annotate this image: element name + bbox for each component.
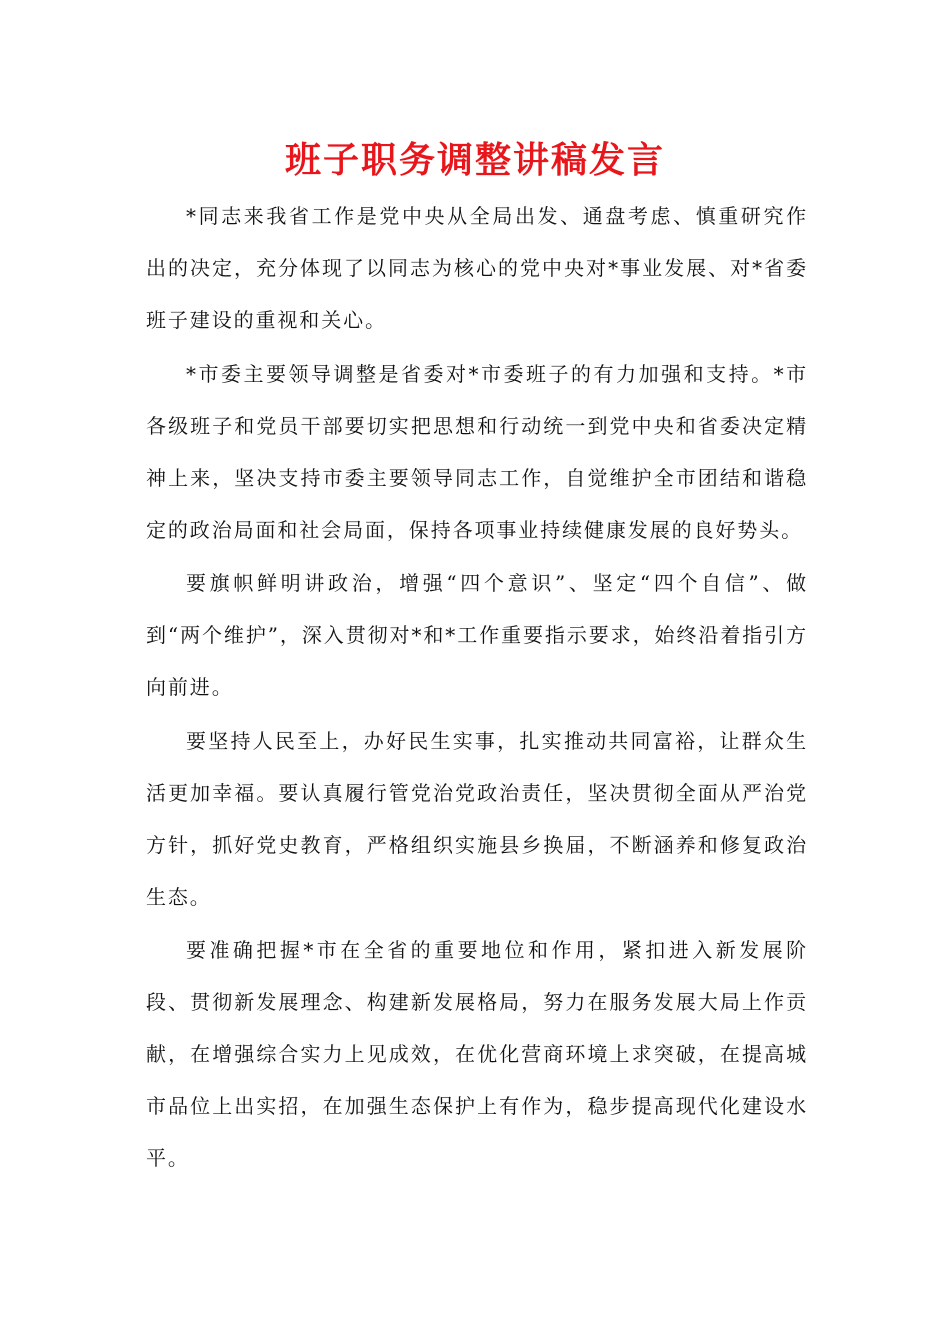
paragraph-2: *市委主要领导调整是省委对*市委班子的有力加强和支持。*市各级班子和党员干部要切实把思想和行动统一到党中央和省委决定精神上来，坚决支持市委主要领导同志工作，自觉维护全市团结和谐稳定的政治局面和社会局面，保持各项事业持续健康发展的良好势头。	[146, 361, 808, 542]
document-title: 班子职务调整讲稿发言	[284, 139, 665, 181]
paragraph-1: *同志来我省工作是党中央从全局出发、通盘考虑、慎重研究作出的决定，充分体现了以同志为核心的党中央对*事业发展、对*省委班子建设的重视和关心。	[146, 204, 808, 332]
paragraph-5: 要准确把握*市在全省的重要地位和作用，紧扣进入新发展阶段、贯彻新发展理念、构建新发展格局，努力在服务发展大局上作贡献，在增强综合实力上见成效，在优化营商环境上求突破，在提高城市品位上出实招，在加强生态保护上有作为，稳步提高现代化建设水平。	[146, 938, 808, 1170]
document-body	[146, 190, 808, 1184]
paragraph-3: 要旗帜鲜明讲政治，增强“四个意识”、坚定“四个自信”、做到“两个维护”，深入贯彻对*和*工作重要指示要求，始终沿着指引方向前进。	[146, 571, 808, 699]
paragraph-4: 要坚持人民至上，办好民生实事，扎实推动共同富裕，让群众生活更加幸福。要认真履行管党治党政治责任，坚决贯彻全面从严治党方针，抓好党史教育，严格组织实施县乡换届，不断涵养和修复政治生态。	[146, 728, 808, 909]
